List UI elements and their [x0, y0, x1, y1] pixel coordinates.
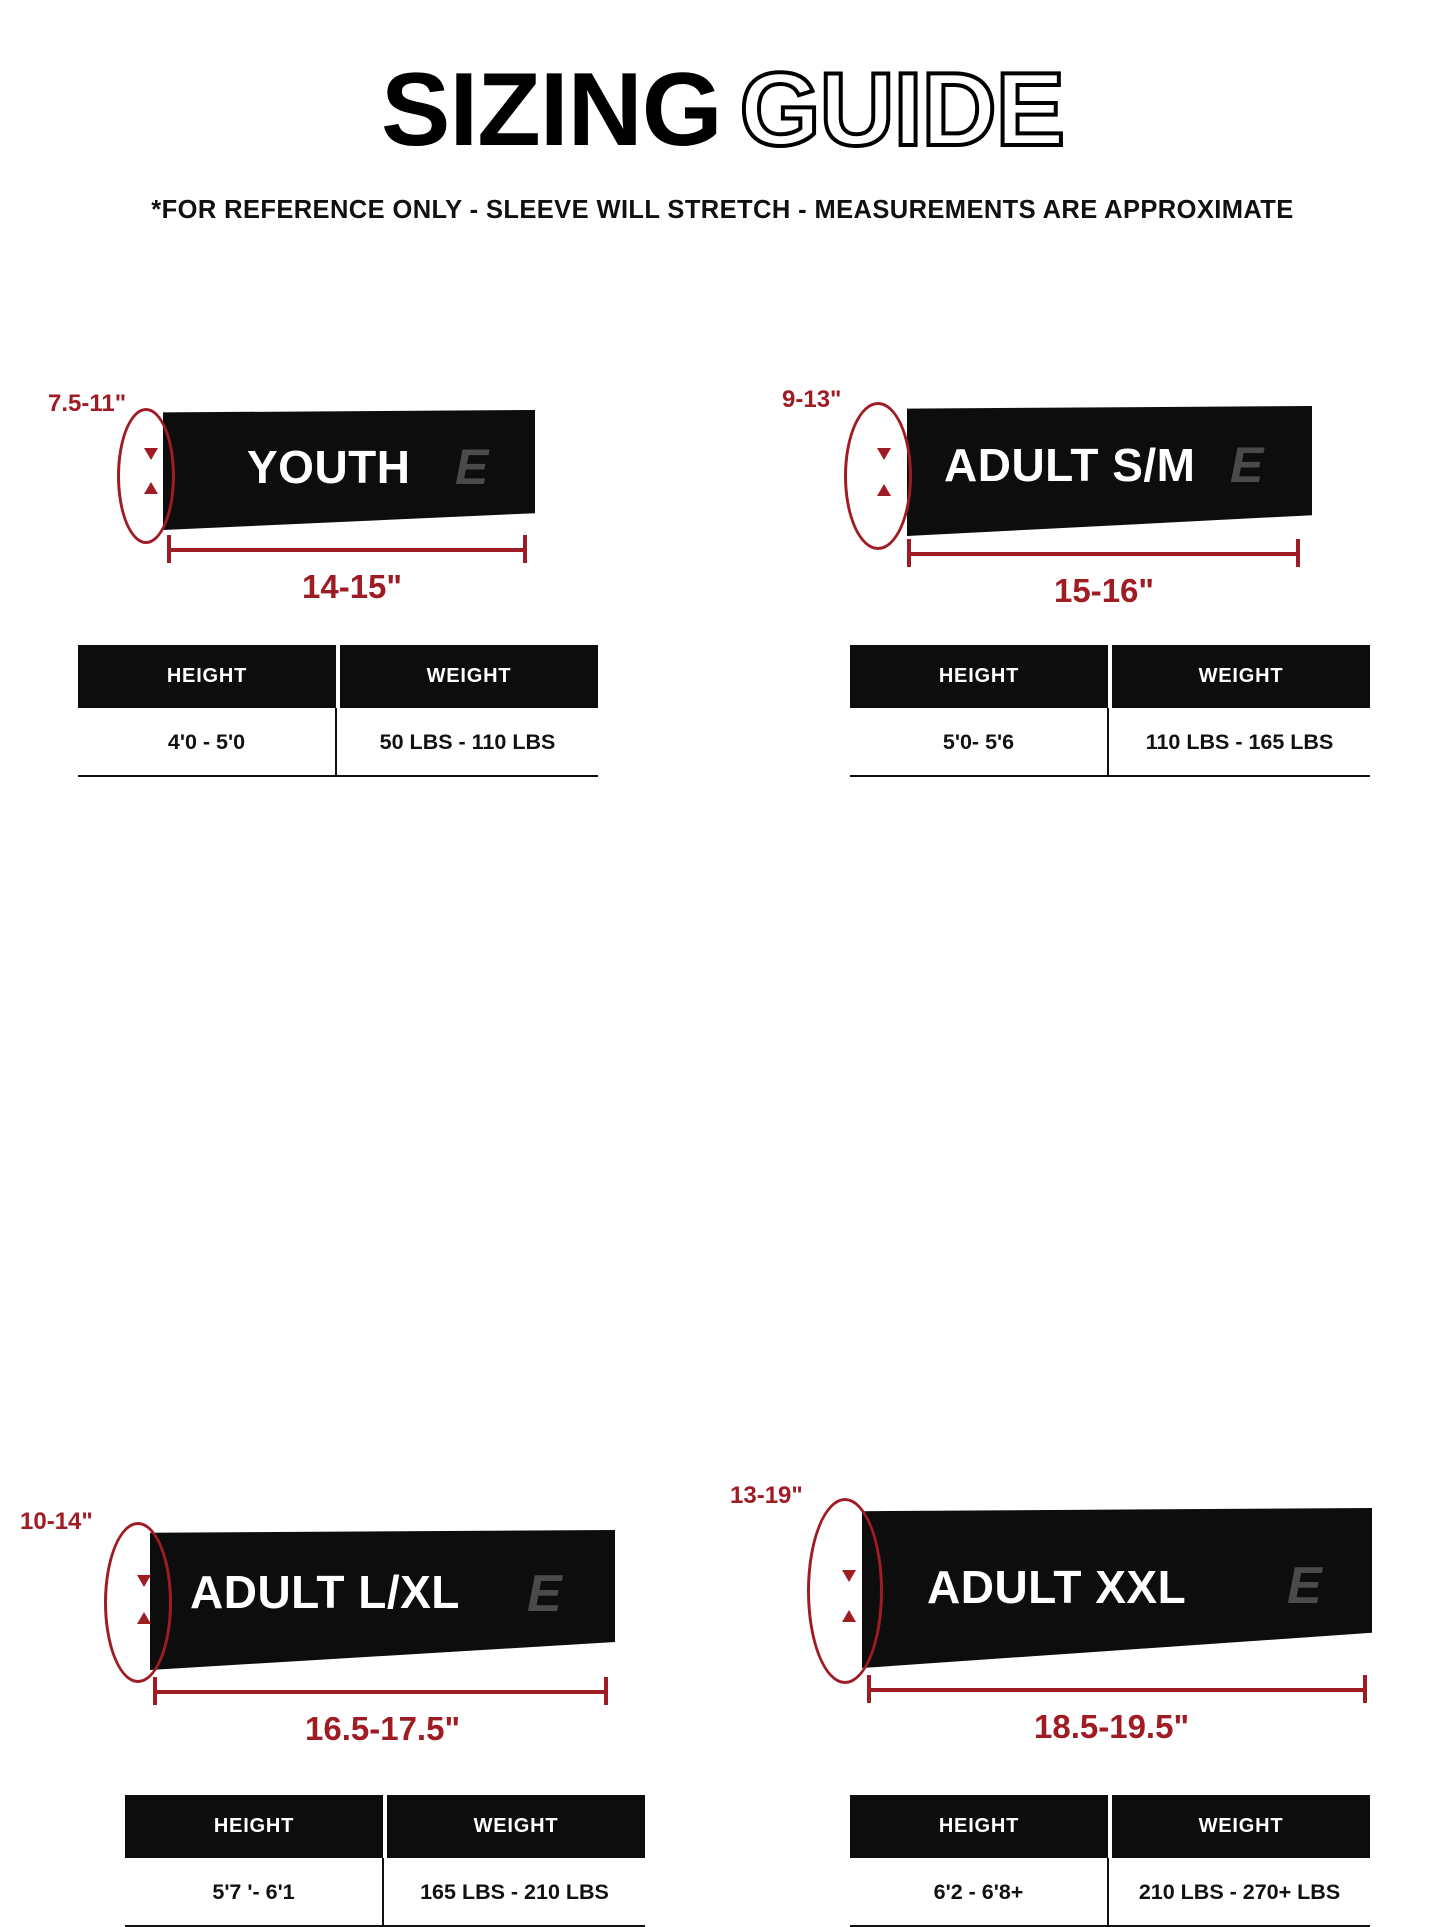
circumference-arrow-down-icon — [137, 1575, 151, 1587]
brand-logo-icon: E — [1230, 437, 1264, 493]
sleeve-label-youth: YOUTH — [247, 441, 411, 493]
spec-table-header — [125, 1795, 645, 1858]
size-block-youth — [0, 330, 722, 870]
cell-weight: 50 LBS - 110 LBS — [379, 730, 556, 754]
page-title — [380, 52, 1065, 168]
column-header-height: HEIGHT — [850, 645, 1108, 708]
length-line — [867, 1688, 1367, 1692]
circumference-arrow-up-icon — [877, 484, 891, 496]
spec-table-adult-sm — [850, 645, 1370, 777]
column-header-height: HEIGHT — [125, 1795, 383, 1858]
column-header-height: HEIGHT — [78, 645, 336, 708]
size-block-adult-lxl — [0, 870, 722, 1904]
spec-table-row — [850, 708, 1370, 777]
circumference-label-adult-lxl: 10-14" — [20, 1508, 93, 1535]
length-cap-left — [167, 535, 171, 563]
length-cap-left — [153, 1677, 157, 1705]
circumference-arrow-up-icon — [137, 1612, 151, 1624]
circumference-arrow-up-icon — [144, 482, 158, 494]
length-line — [167, 548, 527, 552]
length-cap-right — [523, 535, 527, 563]
cell-height: 5'7 '- 6'1 — [125, 1858, 384, 1925]
cell-weight: 210 LBS - 270+ LBS — [1138, 1880, 1341, 1904]
circumference-ellipse — [104, 1522, 172, 1683]
length-label-adult-sm: 15-16" — [1054, 572, 1155, 609]
length-cap-left — [907, 539, 911, 567]
length-label-adult-xxl: 18.5-19.5" — [1034, 1708, 1190, 1745]
page-subtitle: *FOR REFERENCE ONLY - SLEEVE WILL STRETCH - MEASUREMENTS ARE APPROXIMATE — [151, 196, 1294, 224]
sleeve-illustration-youth — [0, 330, 722, 605]
circumference-label-adult-xxl: 13-19" — [730, 1482, 803, 1509]
spec-table-youth — [78, 645, 598, 777]
size-block-adult-xxl — [722, 870, 1445, 1904]
page-header — [0, 0, 1445, 225]
sleeve-label-adult-lxl: ADULT L/XL — [190, 1566, 460, 1618]
length-cap-right — [604, 1677, 608, 1705]
length-line — [153, 1690, 608, 1694]
brand-logo-icon: E — [455, 439, 489, 495]
circumference-label-adult-sm: 9-13" — [782, 386, 842, 413]
circumference-ellipse — [807, 1498, 883, 1684]
circumference-label-youth: 7.5-11" — [48, 390, 127, 417]
sleeve-illustration-adult-lxl — [0, 870, 722, 1747]
sleeve-illustration-adult-sm — [722, 330, 1445, 609]
column-header-weight: WEIGHT — [387, 1795, 645, 1858]
size-block-adult-sm — [722, 330, 1445, 870]
length-line — [907, 552, 1300, 556]
spec-table-row — [78, 708, 598, 777]
column-header-weight: WEIGHT — [340, 645, 598, 708]
sleeve-illustration-adult-xxl — [722, 870, 1445, 1745]
spec-table-adult-xxl — [850, 1795, 1370, 1927]
spec-table-adult-lxl — [125, 1795, 645, 1927]
spec-table-header — [78, 645, 598, 708]
column-header-weight: WEIGHT — [1112, 1795, 1370, 1858]
spec-table-header — [850, 645, 1370, 708]
circumference-ellipse — [117, 408, 175, 544]
cell-weight: 165 LBS - 210 LBS — [420, 1880, 609, 1904]
cell-height: 4'0 - 5'0 — [78, 708, 337, 775]
cell-weight: 110 LBS - 165 LBS — [1145, 730, 1334, 754]
circumference-ellipse — [844, 402, 912, 550]
circumference-arrow-down-icon — [144, 448, 158, 460]
length-cap-right — [1363, 1675, 1367, 1703]
spec-table-header — [850, 1795, 1370, 1858]
page-title-outline: GUIDE — [739, 52, 1065, 168]
circumference-arrow-up-icon — [842, 1610, 856, 1622]
column-header-weight: WEIGHT — [1112, 645, 1370, 708]
page-title-solid: SIZING — [380, 52, 722, 168]
spec-table-row — [850, 1858, 1370, 1927]
circumference-arrow-down-icon — [877, 448, 891, 460]
size-grid — [0, 330, 1445, 1904]
length-cap-right — [1296, 539, 1300, 567]
sleeve-label-adult-sm: ADULT S/M — [944, 439, 1196, 491]
brand-logo-icon: E — [527, 1565, 562, 1623]
cell-height: 5'0- 5'6 — [850, 708, 1109, 775]
spec-table-row — [125, 1858, 645, 1927]
length-label-youth: 14-15" — [302, 568, 403, 605]
sleeve-label-adult-xxl: ADULT XXL — [927, 1561, 1187, 1613]
brand-logo-icon: E — [1287, 1557, 1322, 1615]
circumference-arrow-down-icon — [842, 1570, 856, 1582]
length-label-adult-lxl: 16.5-17.5" — [305, 1710, 461, 1747]
length-cap-left — [867, 1675, 871, 1703]
cell-height: 6'2 - 6'8+ — [850, 1858, 1109, 1925]
column-header-height: HEIGHT — [850, 1795, 1108, 1858]
